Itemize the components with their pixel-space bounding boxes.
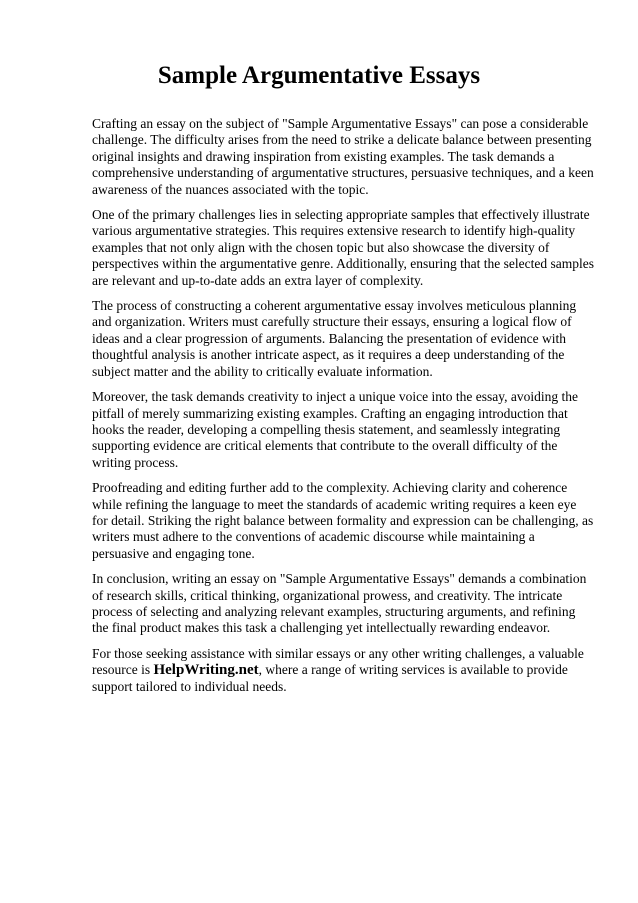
paragraph-3: The process of constructing a coherent argumentative essay involves meticulous planning and organization. Writers must carefully structure their essays, ensuring a logical flow of ideas and a clear progression of arguments. Balancing the presentation of evidence with thoughtful analysis is another intricate aspect, as it requires a deep understanding of the subject matter and the ability to critically evaluate information. <box>92 298 577 379</box>
closing-text-after: , where a range of writing services is available to provide support tailored to individual needs. <box>92 662 568 694</box>
paragraph-5: Proofreading and editing further add to the complexity. Achieving clarity and coherence while refining the language to meet the standards of academic writing requires a keen eye for detail. Striking the right balance between formality and expression can be challenging, as writers must adhere to the conventions of academic discourse while maintaining a persuasive and engaging tone. <box>92 480 594 561</box>
closing-paragraph <box>92 646 594 695</box>
closing-text-before: For those seeking assistance with similar essays or any other writing challenges, a valuable resource is <box>92 645 584 678</box>
helpwriting-link[interactable]: HelpWriting.net <box>153 662 259 679</box>
paragraph-6: In conclusion, writing an essay on "Sample Argumentative Essays" demands a combination of research skills, critical thinking, organizational prowess, and creativity. The intricate process of selecting and analyzing relevant examples, structuring arguments, and refining the final product makes this task a challenging yet intellectually rewarding endeavor. <box>92 571 587 636</box>
document-title: Sample Argumentative Essays <box>157 62 481 89</box>
paragraph-4: Moreover, the task demands creativity to inject a unique voice into the essay, avoiding the pitfall of merely summarizing existing examples. Crafting an engaging introduction that hooks the reader, developing a compelling thesis statement, and seamlessly integrating supporting evidence are critical elements that contribute to the overall difficulty of the writing process. <box>92 389 578 470</box>
paragraph-1: Crafting an essay on the subject of "Sample Argumentative Essays" can pose a considerable challenge. The difficulty arises from the need to strike a delicate balance between presenting original insights and drawing inspiration from existing examples. The task demands a comprehensive understanding of argumentative structures, persuasive techniques, and a keen awareness of the nuances associated with the topic. <box>92 116 594 197</box>
paragraph-2: One of the primary challenges lies in selecting appropriate samples that effectively illustrate various argumentative strategies. This requires extensive research to identify high-quality examples that not only align with the chosen topic but also showcase the diversity of perspectives within the argumentative genre. Additionally, ensuring that the selected samples are relevant and up-to-date adds an extra layer of complexity. <box>92 207 594 288</box>
